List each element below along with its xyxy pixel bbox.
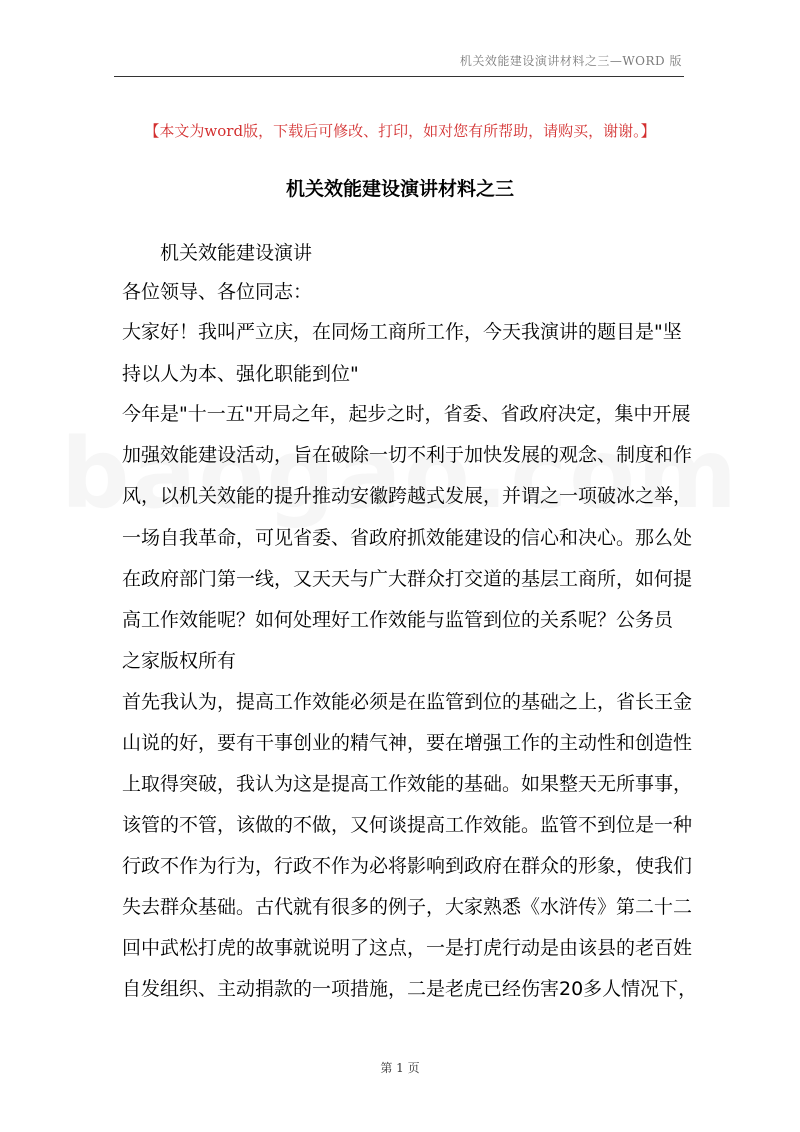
text-line: 首先我认为，提高工作效能必须是在监管到位的基础之上，省长王金 — [122, 691, 693, 713]
speech-subtitle: 机关效能建设演讲 — [160, 242, 313, 264]
text-line: 大家好！我叫严立庆，在同炀工商所工作，今天我演讲的题目是"坚 — [122, 321, 682, 343]
text-line: 各位领导、各位同志： — [122, 281, 313, 303]
header-divider — [114, 76, 684, 77]
text-line: 风，以机关效能的提升推动安徽跨越式发展，并谓之一项破冰之举， — [122, 485, 693, 507]
text-line: 高工作效能呢？如何处理好工作效能与监管到位的关系呢？公务员 — [122, 609, 674, 631]
document-title: 机关效能建设演讲材料之三 — [285, 178, 514, 200]
text-line: 失去群众基础。古代就有很多的例子，大家熟悉《水浒传》第二十二 — [122, 896, 693, 918]
text-line: 该管的不管，该做的不做，又何谈提高工作效能。监管不到位是一种 — [122, 814, 693, 836]
purchase-notice: 【本文为word版，下载后可修改、打印，如对您有所帮助，请购买，谢谢。】 — [144, 122, 656, 140]
text-line: 一场自我革命，可见省委、省政府抓效能建设的信心和决心。那么处 — [122, 527, 693, 549]
text-line: 自发组织、主动捐款的一项措施，二是老虎已经伤害20多人情况下， — [122, 978, 698, 1000]
text-line: 回中武松打虎的故事就说明了这点，一是打虎行动是由该县的老百姓 — [122, 937, 693, 959]
watermark — [0, 418, 800, 530]
text-line: 山说的好，要有干事创业的精气神，要在增强工作的主动性和创造性 — [122, 732, 693, 754]
text-line: 持以人为本、强化职能到位" — [122, 363, 359, 385]
text-line: 上取得突破，我认为这是提高工作效能的基础。如果整天无所事事， — [122, 773, 693, 795]
text-line: 今年是"十一五"开局之年，起步之时，省委、省政府决定，集中开展 — [122, 403, 691, 425]
text-line: 行政不作为行为，行政不作为必将影响到政府在群众的形象，使我们 — [122, 855, 693, 877]
running-header: 机关效能建设演讲材料之三—WORD 版 — [459, 54, 682, 68]
text-line: 在政府部门第一线，又天天与广大群众打交道的基层工商所，如何提 — [122, 568, 693, 590]
text-line: 之家版权所有 — [122, 650, 237, 672]
text-line: 加强效能建设活动，旨在破除一切不利于加快发展的观念、制度和作 — [122, 444, 693, 466]
page-number: 第 1 页 — [380, 1061, 420, 1075]
